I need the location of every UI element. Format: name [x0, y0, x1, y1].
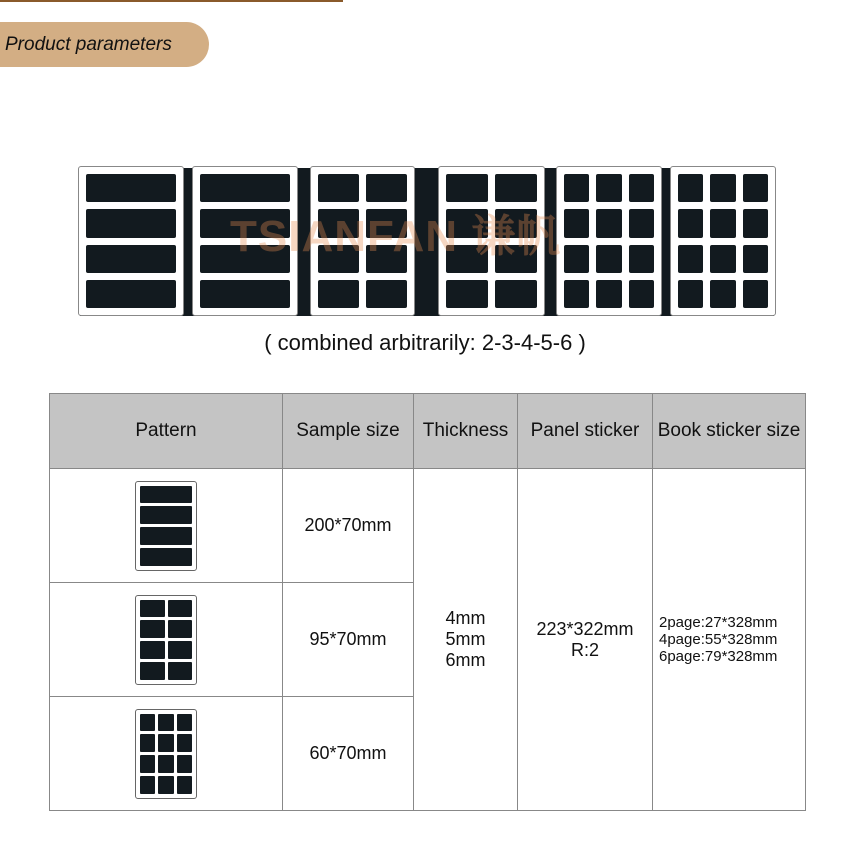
sample-size: 95*70mm: [283, 583, 414, 697]
pattern-1col: [50, 469, 283, 583]
combination-caption: ( combined arbitrarily: 2-3-4-5-6 ): [264, 330, 586, 355]
section-title-badge: [0, 22, 209, 67]
panel-3col: [556, 166, 662, 316]
sample-size: 60*70mm: [283, 697, 414, 811]
panel-3col: [670, 166, 776, 316]
panel-sticker-cell: [518, 469, 653, 811]
thickness-cell: [414, 469, 518, 811]
header-book-sticker-size: Book sticker size: [653, 394, 806, 469]
panel-sticker-radius: R:2: [570, 639, 599, 660]
header-pattern: Pattern: [50, 394, 283, 469]
pattern-3col: [50, 697, 283, 811]
panel-sticker-size: 223*322mm: [536, 618, 634, 639]
pattern-2col: [50, 583, 283, 697]
book-sticker-value: 4page:55*328mm: [659, 631, 778, 648]
book-sticker-value: 2page:27*328mm: [659, 614, 778, 631]
panel-1col: [78, 166, 184, 316]
section-title: Product parameters: [5, 33, 172, 55]
thickness-value: 4mm: [445, 608, 486, 628]
book-sticker-value: 6page:79*328mm: [659, 648, 778, 665]
thickness-value: 6mm: [445, 650, 486, 670]
header-sample-size: Sample size: [283, 394, 414, 469]
parameters-table: [49, 393, 806, 811]
header-panel-sticker: Panel sticker: [518, 394, 653, 469]
top-divider: [0, 0, 343, 2]
thickness-value: 5mm: [445, 629, 486, 649]
watermark-logo: TSIANFAN 谦帆: [230, 212, 562, 261]
book-sticker-cell: [653, 469, 806, 811]
sample-size: 200*70mm: [283, 469, 414, 583]
header-thickness: Thickness: [414, 394, 518, 469]
